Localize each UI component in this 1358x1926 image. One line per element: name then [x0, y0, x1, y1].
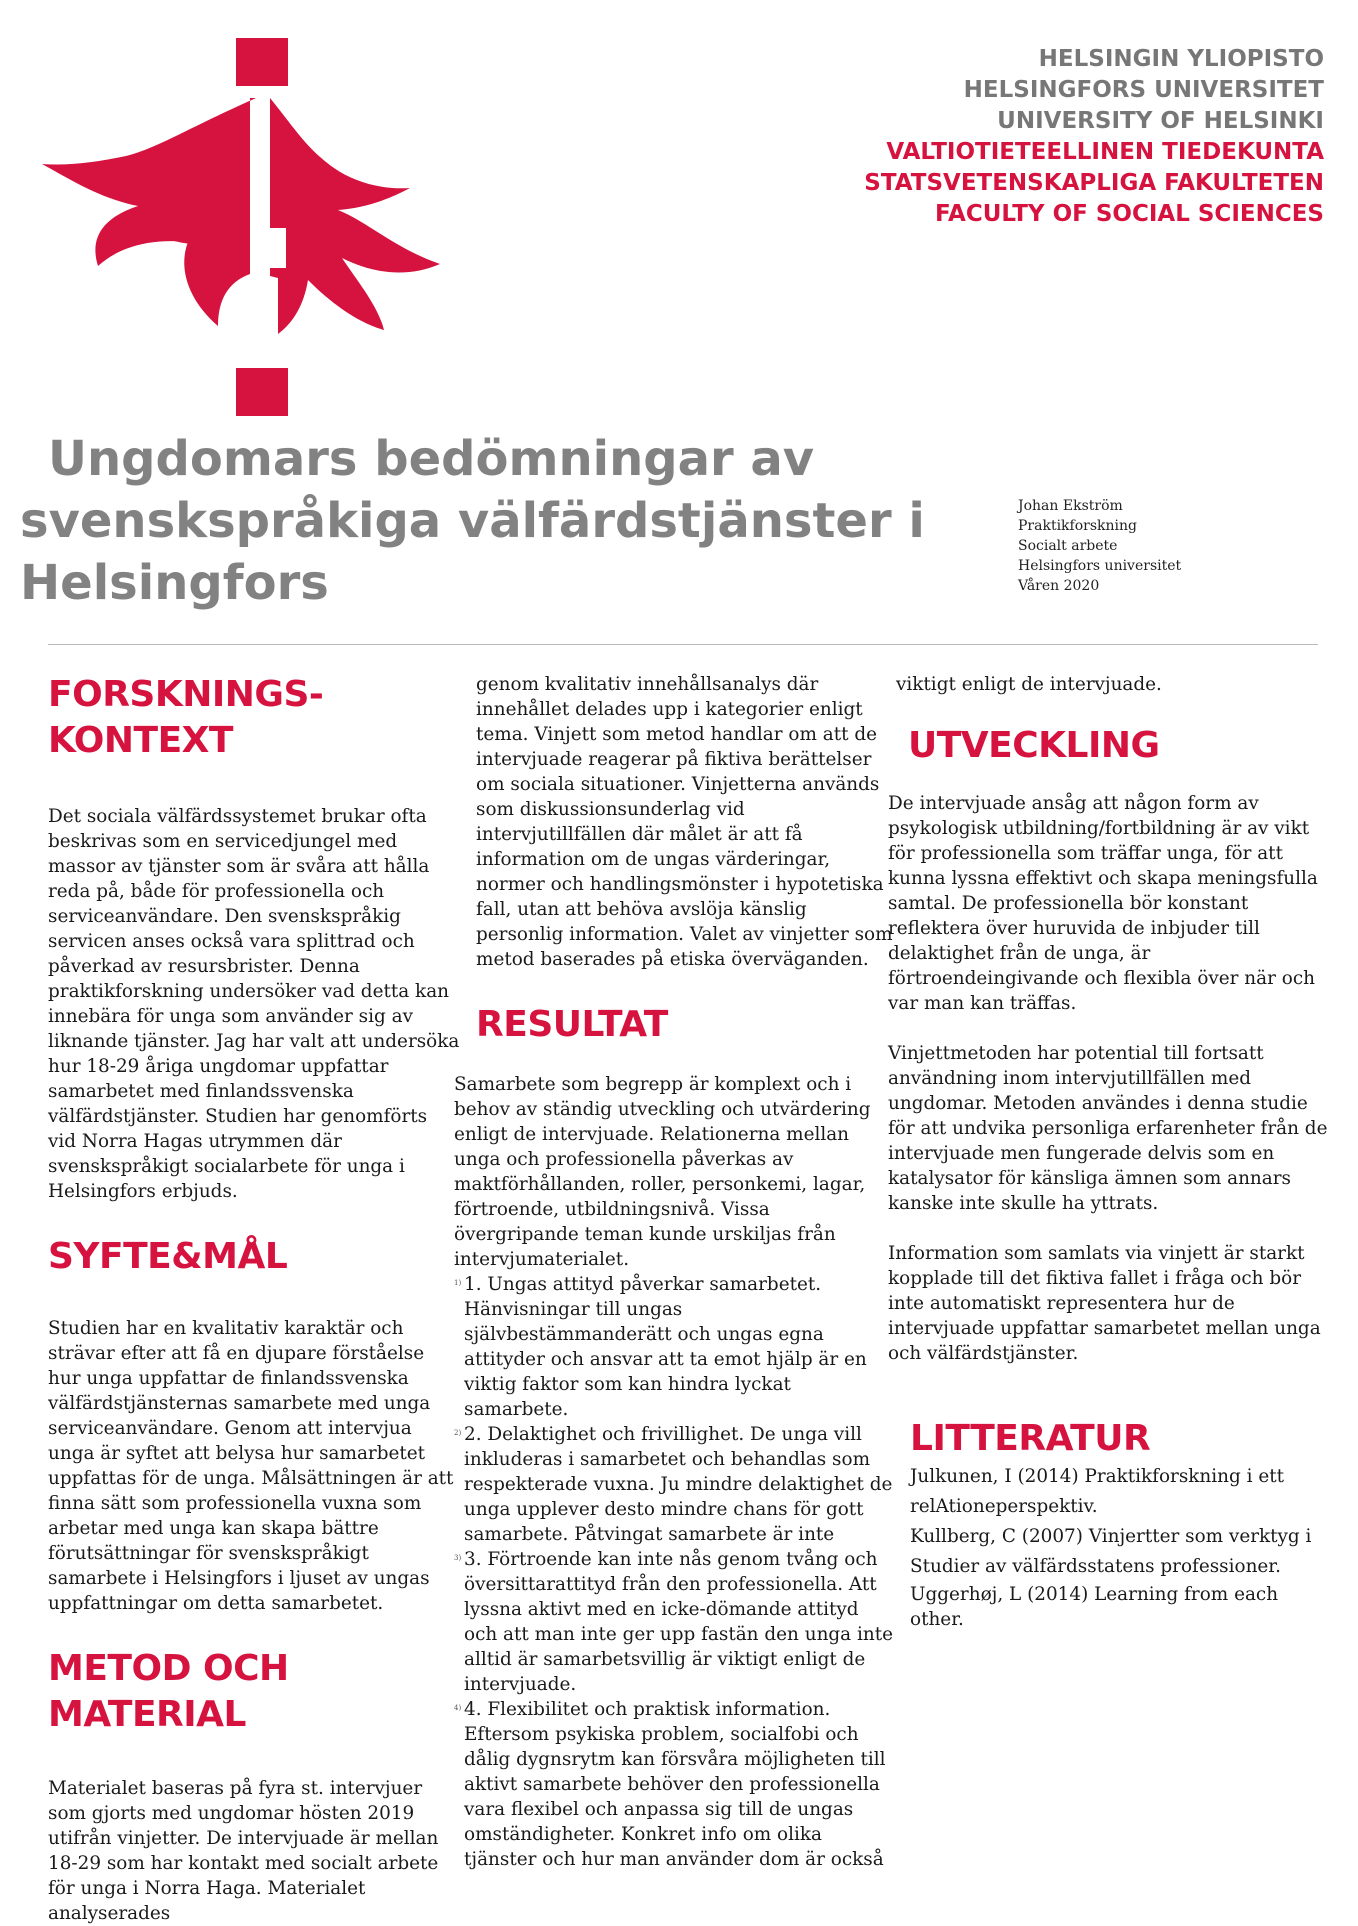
utveckling-p2: Vinjettmetoden har potential till fortsatt användning inom intervjutillfällen med ungdomar. Metoden användes i denna studie för att undvika personliga erfarenheter från de intervjuade men fungerade delvis som en katalysator för känsliga ämnen som annars kanske inte skulle ha yttrats.	[888, 1043, 1328, 1214]
university-name-fi: HELSINGIN YLIOPISTO	[1038, 46, 1324, 72]
utveckling-p1: De intervjuade ansåg att någon form av psykologisk utbildning/fortbildning är av vikt för professionella som träffar unga, för att kunna lyssna effektivt och skapa meningsfulla samtal. De professionella bör konstant reflektera över huruvida de inbjuder till delaktighet från de unga, är förtroendeingivande och flexibla över när och var man kan träffas.	[888, 793, 1318, 1014]
column-2	[454, 672, 894, 1872]
reference-item: Kullberg, C (2007) Vinjertter som verktyg i Studier av välfärdsstatens professioner.	[910, 1526, 1312, 1577]
author-info	[1018, 496, 1181, 596]
university-name-sv: HELSINGFORS UNIVERSITET	[963, 77, 1324, 103]
syfte-body: Studien har en kvalitativ karaktär och strävar efter att få en djupare förståelse hur unga uppfattar de finlandssvenska välfärdstjänsternas samarbete med unga serviceanvändare. Genom att intervjua unga är syftet att belysa hur samarbetet uppfattas för de unga. Målsättningen är att finna sätt som professionella vuxna som arbetar med unga kan skapa bättre förutsättningar för svenskspråkigt samarbete i Helsingfors i ljuset av ungas uppfattningar om detta samarbetet.	[48, 1318, 454, 1614]
litteratur-section	[888, 1416, 1328, 1632]
author-course: Praktikforskning	[1018, 518, 1137, 534]
university-header	[864, 44, 1324, 230]
resultat-item-4	[454, 1697, 894, 1872]
title-line-3: Helsingfors	[20, 555, 329, 611]
resultat-item-4-continued: viktigt enligt de intervjuade.	[896, 674, 1162, 695]
metod-body: Materialet baseras på fyra st. intervjuer som gjorts med ungdomar hösten 2019 utifrån vinjetter. De intervjuade är mellan 18-29 som har kontakt med socialt arbete för unga i Norra Haga. Materialet analyserades	[48, 1778, 439, 1924]
forskningskontext-body: Det sociala välfärdssystemet brukar ofta beskrivas som en servicedjungel med massor av tjänster som är svåra att hålla reda på, både för professionella och serviceanvändare. Den svenskspråkig servicen anses också vara splittrad och påverkad av resursbrister. Denna praktikforskning undersöker vad detta kan innebära för unga som använder sig av liknande tjänster. Jag har valt att undersöka hur 18-29 åriga ungdomar uppfattar samarbetet med finlandssvenska välfärdstjänster. Studien har genomförts vid Norra Hagas utrymmen där svenskspråkigt socialarbete för unga i Helsingfors erbjuds.	[48, 806, 460, 1202]
item-text: 1. Ungas attityd påverkar samarbetet. Hänvisningar till ungas självbestämmanderätt och ungas egna attityder och ansvar att ta emot hjälp är en viktig faktor som kan hindra lyckat samarbete.	[464, 1274, 867, 1420]
reference-item: Uggerhøj, L (2014) Learning from each other.	[910, 1584, 1279, 1630]
heading-syfte: SYFTE&MÅL	[48, 1236, 288, 1277]
item-marker: 1)	[454, 1279, 462, 1287]
item-marker: 3)	[454, 1554, 462, 1562]
item-marker: 2)	[454, 1429, 462, 1437]
heading-line: KONTEXT	[48, 720, 233, 761]
item-text: 3. Förtroende kan inte nås genom tvång och översittarattityd från den professionella. Att lyssna aktivt med en icke-dömande attityd och att man inte ger upp fastän den unga inte alltid är samarbetsvillig är viktigt enligt de intervjuade.	[464, 1549, 893, 1695]
author-term: Våren 2020	[1018, 578, 1100, 594]
poster-title	[20, 428, 950, 614]
title-line-1: Ungdomars bedömningar av	[48, 431, 815, 487]
faculty-name-sv: STATSVETENSKAPLIGA FAKULTETEN	[864, 170, 1324, 196]
title-line-2: svenskspråkiga välfärdstjänster i	[20, 493, 925, 549]
resultat-item-3	[454, 1547, 894, 1697]
column-3	[888, 672, 1328, 1632]
item-text: 4. Flexibilitet och praktisk information. Eftersom psykiska problem, socialfobi och dålig dygnsrytm kan försvåra möjligheten till aktivt samarbete behöver den professionella vara flexibel och anpassa sig till de ungas omständigheter. Konkret info om olika tjänster och hur man använder dom är också	[464, 1699, 886, 1870]
metod-body-continued: genom kvalitativ innehållsanalys där innehållet delades upp i kategorier enligt tema. Vinjett som metod handlar om att de intervjuade reagerar på fiktiva berättelser om sociala situationer. Vinjetterna används som diskussionsunderlag vid intervjutillfällen där målet är att få information om de ungas värderingar, normer och handlingsmönster i hypotetiska fall, utan att behöva avslöja känslig personlig information. Valet av vinjetter som metod baserades på etiska överväganden.	[476, 674, 893, 970]
heading-line: METOD OCH	[48, 1648, 289, 1689]
heading-line: FORSKNINGS-	[48, 674, 324, 715]
heading-line: MATERIAL	[48, 1694, 246, 1735]
resultat-intro: Samarbete som begrepp är komplext och i behov av ständig utveckling och utvärdering enligt de intervjuade. Relationerna mellan unga och professionella påverkas av maktförhållanden, roller, personkemi, lagar, förtroende, utbildningsnivå. Vissa övergripande teman kunde urskiljas från intervjumaterialet.	[454, 1074, 871, 1270]
heading-resultat: RESULTAT	[476, 1004, 668, 1045]
flame-torch-logo	[38, 38, 478, 458]
faculty-name-fi: VALTIOTIETEELLINEN TIEDEKUNTA	[886, 139, 1324, 165]
heading-forskningskontext	[48, 672, 460, 764]
author-subject: Socialt arbete	[1018, 538, 1118, 554]
resultat-item-2	[454, 1422, 894, 1547]
author-name: Johan Ekström	[1018, 498, 1123, 514]
item-text: 2. Delaktighet och frivillighet. De unga vill inkluderas i samarbetet och behandlas som respekterade vuxna. Ju mindre delaktighet de unga upplever desto mindre chans för gott samarbete. Påtvingat samarbete är inte	[464, 1424, 893, 1545]
reference-item: Julkunen, I (2014) Praktikforskning i ett relAtioneperspektiv.	[910, 1466, 1284, 1517]
university-name-en: UNIVERSITY OF HELSINKI	[997, 108, 1324, 134]
heading-utveckling: UTVECKLING	[908, 725, 1160, 766]
divider	[48, 644, 1318, 645]
author-university: Helsingfors universitet	[1018, 558, 1182, 574]
utveckling-p3: Information som samlats via vinjett är starkt kopplade till det fiktiva fallet i fråga och bör inte automatiskt representera hur de intervjuade uppfattar samarbetet mellan unga och välfärdstjänster.	[888, 1243, 1321, 1364]
column-1	[48, 672, 460, 1926]
faculty-name-en: FACULTY OF SOCIAL SCIENCES	[934, 201, 1324, 227]
item-marker: 4)	[454, 1704, 462, 1712]
resultat-item-1	[454, 1272, 894, 1422]
heading-litteratur: LITTERATUR	[910, 1418, 1151, 1459]
heading-metod	[48, 1646, 460, 1738]
